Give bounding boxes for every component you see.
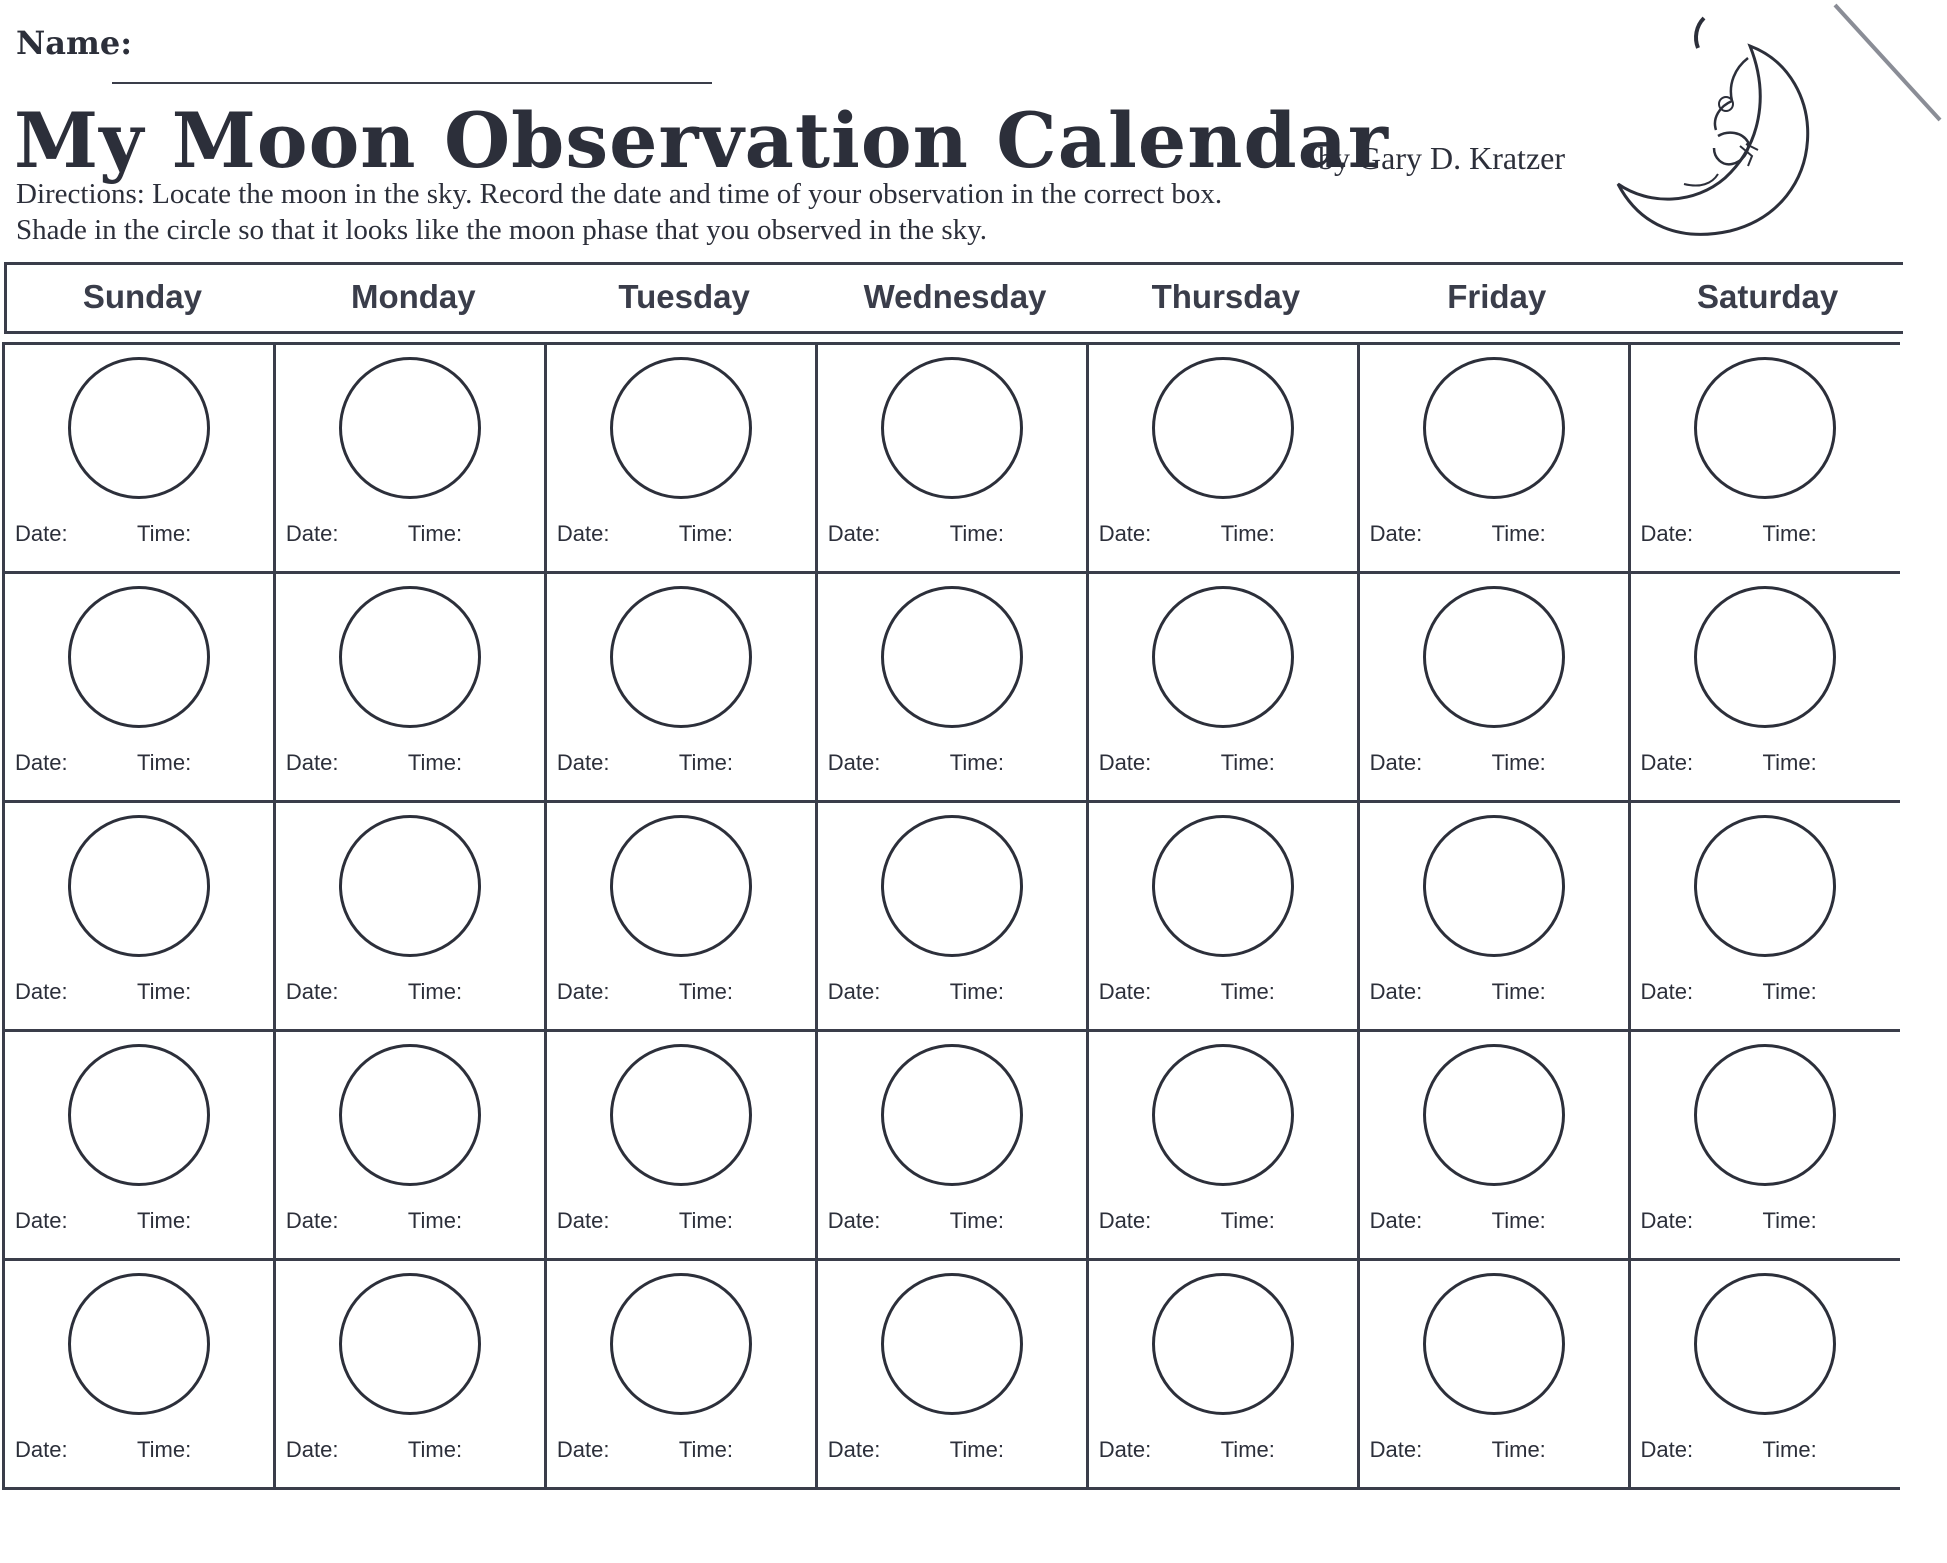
time-label: Time:: [1762, 1437, 1817, 1462]
moon-phase-circle[interactable]: [339, 357, 481, 499]
date-label: Date:: [1098, 979, 1152, 1004]
observation-box[interactable]: [1358, 573, 1629, 802]
calendar-week-row: [4, 1031, 1901, 1260]
observation-box[interactable]: [545, 1260, 816, 1489]
date-label: Date:: [556, 979, 610, 1004]
date-label: Date:: [285, 750, 339, 775]
moon-phase-circle[interactable]: [1694, 1273, 1836, 1415]
observation-box[interactable]: [1629, 573, 1900, 802]
observation-box[interactable]: [1629, 344, 1900, 573]
date-label: Date:: [827, 1437, 881, 1462]
date-label: Date:: [827, 1208, 881, 1233]
time-label: Time:: [949, 521, 1004, 546]
calendar-week-row: [4, 573, 1901, 802]
moon-phase-circle[interactable]: [339, 1044, 481, 1186]
date-label: Date:: [285, 979, 339, 1004]
moon-phase-circle[interactable]: [1694, 586, 1836, 728]
moon-phase-circle[interactable]: [610, 1044, 752, 1186]
time-label: Time:: [1220, 1208, 1275, 1233]
author-byline: by Gary D. Kratzer: [1318, 140, 1565, 176]
time-label: Time:: [678, 1208, 734, 1233]
weekday-sunday: Sunday: [82, 278, 203, 315]
observation-box[interactable]: [1087, 1260, 1358, 1489]
calendar-week-row: [4, 1260, 1901, 1489]
moon-phase-circle[interactable]: [1152, 586, 1294, 728]
date-label: Date:: [1098, 1208, 1152, 1233]
calendar-week-row: [4, 344, 1901, 573]
time-label: Time:: [137, 521, 192, 546]
time-label: Time:: [1762, 750, 1817, 775]
moon-phase-circle[interactable]: [339, 586, 481, 728]
time-label: Time:: [678, 979, 734, 1004]
observation-box[interactable]: [1087, 344, 1358, 573]
time-label: Time:: [407, 979, 463, 1004]
observation-box[interactable]: [4, 802, 275, 1031]
observation-box[interactable]: [816, 1031, 1087, 1260]
date-label: Date:: [1640, 1208, 1694, 1233]
date-label: Date:: [556, 750, 610, 775]
moon-phase-circle[interactable]: [68, 1044, 210, 1186]
weekday-tuesday: Tuesday: [618, 278, 750, 315]
time-label: Time:: [1762, 521, 1817, 546]
date-label: Date:: [556, 1437, 610, 1462]
name-field[interactable]: [112, 82, 712, 84]
time-label: Time:: [1491, 979, 1546, 1004]
moon-phase-circle[interactable]: [881, 586, 1023, 728]
weekday-monday: Monday: [350, 278, 476, 315]
time-label: Time:: [1491, 521, 1546, 546]
time-label: Time:: [949, 750, 1004, 775]
observation-box[interactable]: [545, 802, 816, 1031]
moon-phase-circle[interactable]: [1694, 815, 1836, 957]
moon-phase-circle[interactable]: [610, 357, 752, 499]
observation-box[interactable]: [545, 344, 816, 573]
weekday-friday: Friday: [1447, 278, 1547, 315]
moon-phase-circle[interactable]: [881, 1044, 1023, 1186]
date-label: Date:: [1098, 750, 1152, 775]
date-label: Date:: [1369, 1208, 1423, 1233]
date-label: Date:: [1098, 521, 1152, 546]
observation-box[interactable]: [816, 802, 1087, 1031]
observation-box[interactable]: [274, 1031, 545, 1260]
moon-phase-circle[interactable]: [881, 815, 1023, 957]
time-label: Time:: [407, 1208, 463, 1233]
moon-calendar-grid: [2, 342, 1900, 1490]
weekday-thursday: Thursday: [1151, 278, 1301, 315]
time-label: Time:: [678, 521, 734, 546]
moon-phase-circle[interactable]: [1423, 357, 1565, 499]
time-label: Time:: [407, 1437, 463, 1462]
crescent-moon-with-baby-icon: [1600, 6, 1830, 246]
time-label: Time:: [1762, 1208, 1817, 1233]
time-label: Time:: [678, 1437, 734, 1462]
observation-box[interactable]: [1087, 802, 1358, 1031]
observation-box[interactable]: [1358, 1260, 1629, 1489]
date-label: Date:: [285, 1437, 339, 1462]
date-label: Date:: [1369, 1437, 1423, 1462]
moon-phase-circle[interactable]: [339, 815, 481, 957]
date-label: Date:: [1098, 1437, 1152, 1462]
moon-phase-circle[interactable]: [1423, 586, 1565, 728]
time-label: Time:: [137, 1437, 192, 1462]
time-label: Time:: [137, 750, 192, 775]
date-label: Date:: [1369, 750, 1423, 775]
moon-phase-circle[interactable]: [1694, 1044, 1836, 1186]
time-label: Time:: [949, 979, 1004, 1004]
date-label: Date:: [15, 750, 68, 775]
observation-box[interactable]: [1358, 344, 1629, 573]
moon-phase-circle[interactable]: [1694, 357, 1836, 499]
observation-box[interactable]: [545, 1031, 816, 1260]
moon-phase-circle[interactable]: [68, 1273, 210, 1415]
moon-phase-circle[interactable]: [339, 1273, 481, 1415]
paper-corner-mark: [1830, 0, 1947, 130]
date-label: Date:: [15, 521, 68, 546]
observation-box[interactable]: [545, 573, 816, 802]
calendar-week-row: [4, 802, 1901, 1031]
moon-phase-circle[interactable]: [68, 586, 210, 728]
time-label: Time:: [1220, 979, 1275, 1004]
time-label: Time:: [137, 979, 192, 1004]
date-label: Date:: [1640, 750, 1694, 775]
moon-phase-circle[interactable]: [1423, 1044, 1565, 1186]
observation-box[interactable]: [274, 344, 545, 573]
moon-phase-circle[interactable]: [1152, 815, 1294, 957]
observation-box[interactable]: [816, 344, 1087, 573]
date-label: Date:: [1369, 979, 1423, 1004]
time-label: Time:: [1491, 750, 1546, 775]
date-label: Date:: [827, 979, 881, 1004]
moon-phase-circle[interactable]: [881, 1273, 1023, 1415]
observation-box[interactable]: [4, 344, 275, 573]
date-label: Date:: [15, 979, 68, 1004]
weekday-wednesday: Wednesday: [863, 278, 1047, 315]
moon-phase-circle[interactable]: [610, 815, 752, 957]
observation-box[interactable]: [816, 1260, 1087, 1489]
moon-phase-circle[interactable]: [1152, 1044, 1294, 1186]
date-label: Date:: [827, 750, 881, 775]
date-label: Date:: [1369, 521, 1423, 546]
date-label: Date:: [1640, 1437, 1694, 1462]
directions-text: Directions: Locate the moon in the sky. Record the date and time of your observation in the correct box. Shade in the circle so that it looks like the moon phase that you observed in the sky.: [16, 178, 1223, 246]
observation-box[interactable]: [1358, 1031, 1629, 1260]
time-label: Time:: [1491, 1208, 1546, 1233]
observation-box[interactable]: [1087, 1031, 1358, 1260]
moon-phase-circle[interactable]: [68, 357, 210, 499]
date-label: Date:: [1640, 521, 1694, 546]
observation-box[interactable]: [816, 573, 1087, 802]
time-label: Time:: [407, 521, 463, 546]
date-label: Date:: [556, 521, 610, 546]
observation-box[interactable]: [1629, 1031, 1900, 1260]
name-label: Name:: [16, 24, 133, 62]
observation-box[interactable]: [1087, 573, 1358, 802]
time-label: Time:: [407, 750, 463, 775]
date-label: Date:: [285, 1208, 339, 1233]
observation-box[interactable]: [274, 1260, 545, 1489]
moon-phase-circle[interactable]: [1423, 815, 1565, 957]
moon-phase-circle[interactable]: [610, 1273, 752, 1415]
moon-phase-circle[interactable]: [1423, 1273, 1565, 1415]
observation-box[interactable]: [4, 1260, 275, 1489]
moon-phase-circle[interactable]: [610, 586, 752, 728]
time-label: Time:: [678, 750, 734, 775]
time-label: Time:: [949, 1437, 1004, 1462]
observation-box[interactable]: [274, 573, 545, 802]
observation-box[interactable]: [274, 802, 545, 1031]
page-title: My Moon Observation Calendar: [14, 96, 1389, 185]
time-label: Time:: [1220, 750, 1275, 775]
moon-phase-circle[interactable]: [881, 357, 1023, 499]
date-label: Date:: [15, 1437, 68, 1462]
time-label: Time:: [1220, 1437, 1275, 1462]
date-label: Date:: [285, 521, 339, 546]
moon-phase-circle[interactable]: [68, 815, 210, 957]
time-label: Time:: [137, 1208, 192, 1233]
date-label: Date:: [15, 1208, 68, 1233]
moon-phase-circle[interactable]: [1152, 357, 1294, 499]
observation-box[interactable]: [1629, 1260, 1900, 1489]
time-label: Time:: [1220, 521, 1275, 546]
time-label: Time:: [949, 1208, 1004, 1233]
observation-box[interactable]: [4, 1031, 275, 1260]
date-label: Date:: [827, 521, 881, 546]
date-label: Date:: [1640, 979, 1694, 1004]
observation-box[interactable]: [4, 573, 275, 802]
weekday-saturday: Saturday: [1696, 278, 1839, 315]
time-label: Time:: [1491, 1437, 1546, 1462]
moon-phase-circle[interactable]: [1152, 1273, 1294, 1415]
observation-box[interactable]: [1629, 802, 1900, 1031]
observation-box[interactable]: [1358, 802, 1629, 1031]
weekday-header-row: [4, 262, 1903, 334]
time-label: Time:: [1762, 979, 1817, 1004]
date-label: Date:: [556, 1208, 610, 1233]
